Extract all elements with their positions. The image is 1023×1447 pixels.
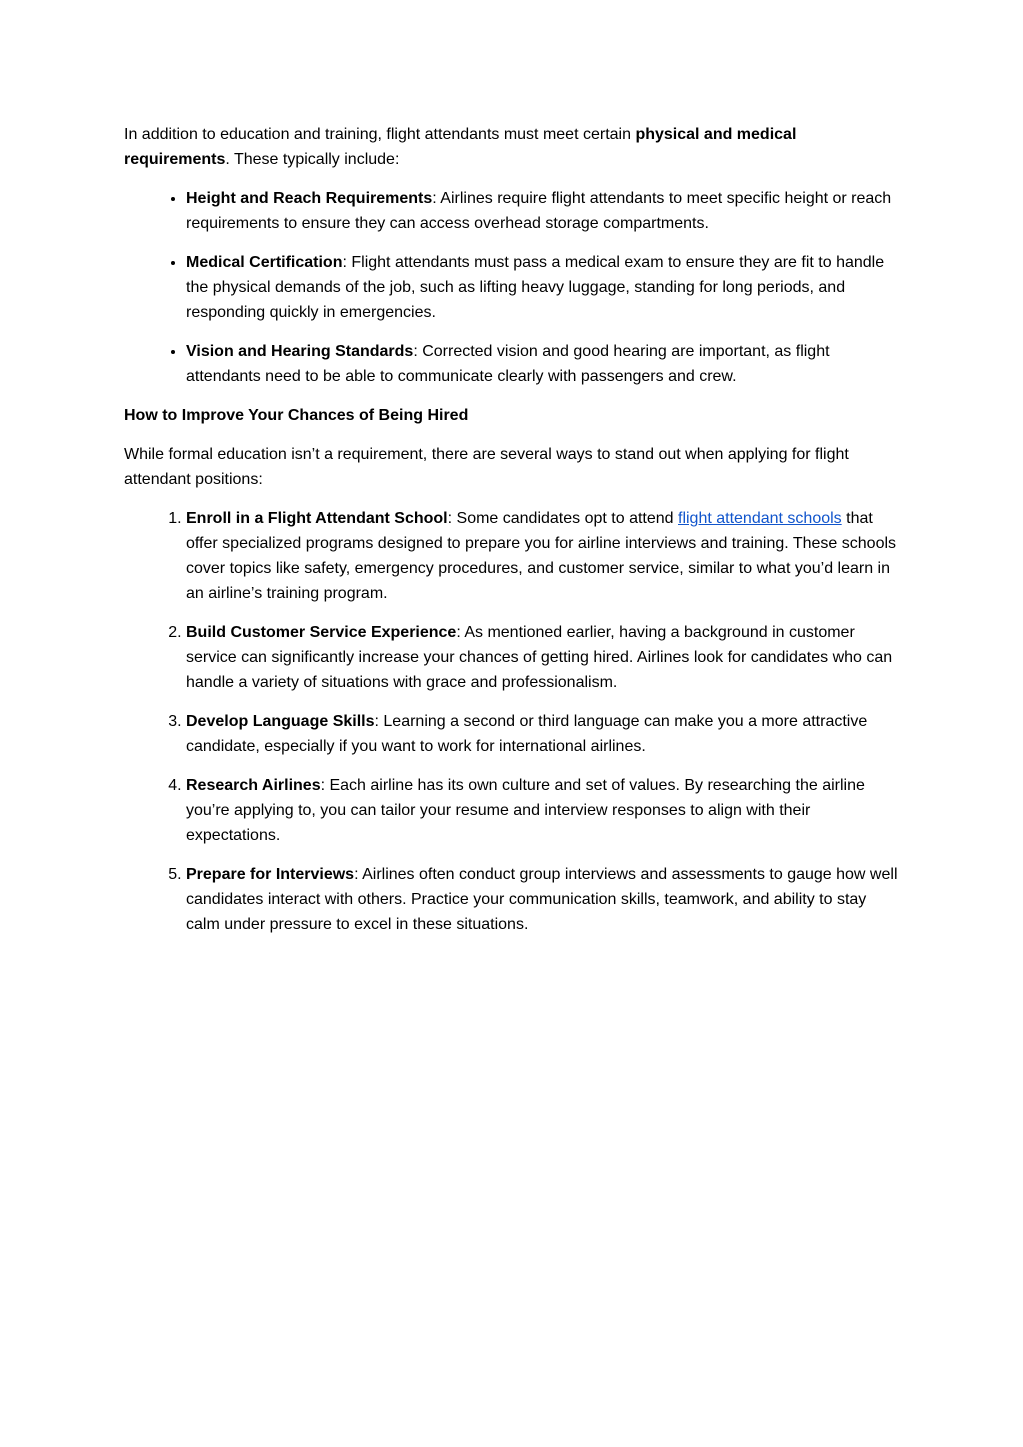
tip-item	[186, 862, 900, 937]
requirement-item	[186, 250, 900, 325]
tip-desc: : Learning a second or third language can make you a more attractive candidate, especially if you want to work for international airlines.	[186, 713, 868, 755]
tip-item	[186, 773, 900, 848]
requirement-desc: : Corrected vision and good hearing are important, as flight attendants need to be able to communicate clearly with passengers and crew.	[186, 343, 830, 385]
requirement-term: Vision and Hearing Standards	[186, 343, 414, 360]
tip-term: Build Customer Service Experience	[186, 624, 457, 641]
requirement-item	[186, 186, 900, 236]
intro-bold-text: physical and medical requirements	[124, 126, 797, 168]
flight-attendant-schools-link[interactable]: flight attendant schools	[678, 510, 842, 527]
section-heading: How to Improve Your Chances of Being Hired	[124, 407, 469, 424]
requirement-item	[186, 339, 900, 389]
requirement-term: Medical Certification	[186, 254, 343, 271]
tip-term: Enroll in a Flight Attendant School	[186, 510, 448, 527]
requirement-term: Height and Reach Requirements	[186, 190, 433, 207]
tips-list	[124, 506, 900, 937]
tip-desc: : Each airline has its own culture and set of values. By researching the airline you’re applying to, you can tailor your resume and interview responses to align with their expectations.	[186, 777, 865, 844]
section-intro: While formal education isn’t a requirement, there are several ways to stand out when applying for flight attendant positions:	[124, 446, 849, 488]
tip-desc: : Airlines often conduct group interviews and assessments to gauge how well candidates interact with others. Practice your communication skills, teamwork, and ability to stay calm under pressure to excel in these situations.	[186, 866, 898, 933]
tip-term: Prepare for Interviews	[186, 866, 355, 883]
intro-text-after: . These typically include:	[225, 151, 400, 168]
tip-item	[186, 709, 900, 759]
intro-paragraph	[124, 122, 900, 172]
tip-term: Develop Language Skills	[186, 713, 375, 730]
tip-desc-before-link: : Some candidates opt to attend	[447, 510, 678, 527]
tip-item	[186, 506, 900, 606]
tip-item	[186, 620, 900, 695]
intro-text-before: In addition to education and training, flight attendants must meet certain	[124, 126, 636, 143]
requirement-desc: : Airlines require flight attendants to meet specific height or reach requirements to ensure they can access overhead storage compartments.	[186, 190, 892, 232]
requirements-list	[124, 186, 900, 389]
tip-term: Research Airlines	[186, 777, 321, 794]
tip-desc: : As mentioned earlier, having a background in customer service can significantly increase your chances of getting hired. Airlines look for candidates who can handle a variety of situations with grace and professionalism.	[186, 624, 893, 691]
document-page	[124, 122, 900, 951]
requirement-desc: : Flight attendants must pass a medical exam to ensure they are fit to handle the physical demands of the job, such as lifting heavy luggage, standing for long periods, and responding quickly in emergencies.	[186, 254, 885, 321]
tip-desc-after-link: that offer specialized programs designed to prepare you for airline interviews and training. These schools cover topics like safety, emergency procedures, and customer service, similar to what you’d learn in an airline’s training program.	[186, 510, 897, 602]
